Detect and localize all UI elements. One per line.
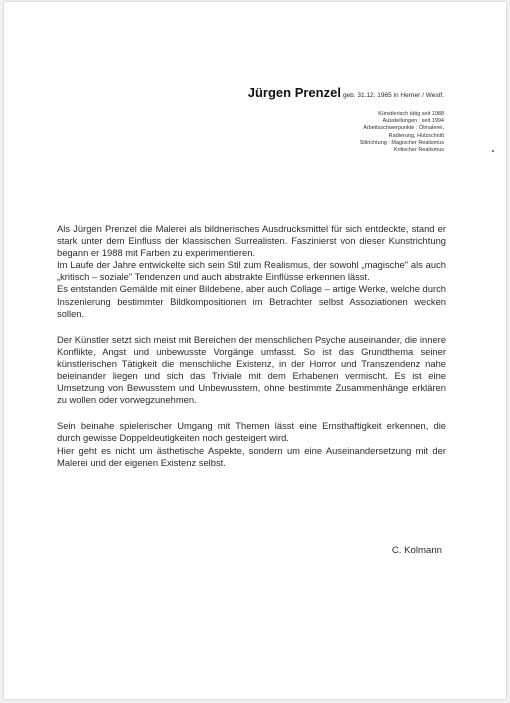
- paragraph-line: Als Jürgen Prenzel die Malerei als bildnerisches Ausdrucksmittel für sich entdeckte, stand er stark unter dem Einfluss der klassischen Surrealisten. Faszinierst von dieser Kunstrichtung begann er 1988 mit Farben zu experimentieren.: [57, 223, 446, 259]
- paragraph-line: Hier geht es nicht um ästhetische Aspekte, sondern um eine Auseinandersetzung mit der Malerei und der eigenen Existenz selbst.: [57, 444, 446, 468]
- meta-line: Kritischer Realismus: [393, 147, 444, 154]
- paragraph-line: Sein beinahe spielerischer Umgang mit Themen lässt eine Ernsthaftigkeit erkennen, die durch gewisse Doppeldeutigkeiten noch gesteigert wird.: [57, 420, 446, 444]
- body-text: [57, 223, 446, 483]
- signature: C. Kolmann: [391, 545, 442, 556]
- paragraph: [57, 420, 446, 468]
- scan-speck: [492, 150, 494, 152]
- artist-meta: [360, 111, 444, 154]
- paragraph-line: Der Künstler setzt sich meist mit Bereichen der menschlichen Psyche auseinander, die innere Konflikte, Angst und unbewusste Vorgänge umfasst. So ist das Grundthema seiner künstlerischen Tätigkeit die menschliche Existenz, in der Horror und Transzendenz nahe beieinander liegen und sich das Triviale mit dem Erhabenen vermischt. Es ist eine Umsetzung von Bewusstem und Unbewusstem, ohne bestimmte Zusammenhänge erklären zu wollen oder vorwegzunehmen.: [57, 333, 446, 406]
- meta-line: Radierung, Holzschnitt: [388, 132, 444, 139]
- paragraph-line: Es entstanden Gemälde mit einer Bildebene, aber auch Collage – artige Werke, welche durch Inszenierung bestimmter Bildkompositionen im Betrachter selbst Assoziationen wecken sollen.: [57, 283, 446, 319]
- meta-line: Künstlerisch tätig seit 1988: [378, 111, 444, 117]
- header: [248, 84, 444, 102]
- paragraph: [57, 334, 446, 407]
- artist-name: Jürgen Prenzel: [247, 85, 341, 100]
- paragraph: [57, 223, 446, 320]
- document-page: [4, 2, 506, 699]
- birth-info: geb. 31.12. 1965 in Herner / Westf.: [342, 92, 444, 99]
- paragraph-line: Im Laufe der Jahre entwickelte sich sein Stil zum Realismus, der sowohl „magische" als auch „kritisch – soziale" Tendenzen und auch abstrakte Einflüsse erkennen lässt.: [57, 259, 446, 283]
- meta-line: Ausstellungen : seit 1994: [382, 118, 444, 125]
- meta-line: Arbeitsschwerpunkte : Ölmalerei,: [363, 125, 444, 132]
- meta-line: Stilrichtung : Magischer Realismus: [359, 139, 444, 146]
